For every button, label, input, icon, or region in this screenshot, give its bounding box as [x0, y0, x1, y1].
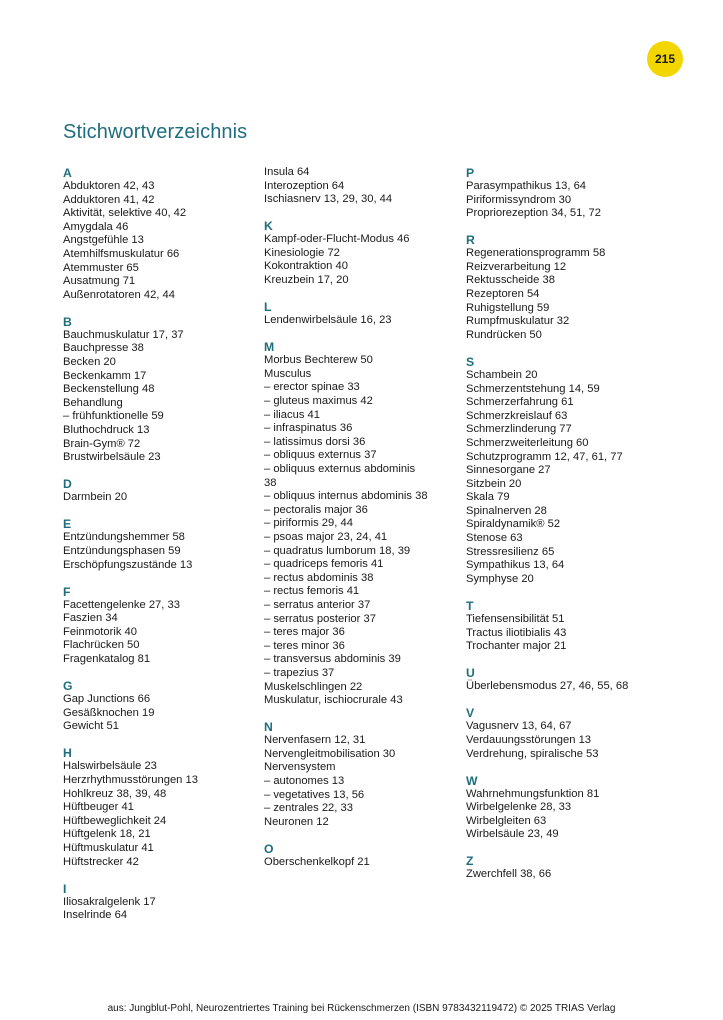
index-entry: Faszien 34: [63, 612, 118, 625]
index-entry: Hüftmuskulatur 41: [63, 841, 154, 854]
index-entry: Schmerzweiterleitung 60: [466, 436, 589, 449]
section-letter: N: [264, 720, 273, 735]
index-entry: Morbus Bechterew 50: [264, 354, 373, 367]
index-entry: Reizverarbeitung 12: [466, 260, 567, 273]
index-entry: Bluthochdruck 13: [63, 424, 150, 436]
index-entry: Entzündungsphasen 59: [63, 544, 181, 557]
section-letter: F: [63, 584, 71, 599]
index-entry: Piriformissyndrom 30: [466, 193, 572, 206]
index-entry: Darmbein 20: [63, 491, 128, 504]
index-entry: – transversus abdominis 39: [264, 653, 401, 666]
index-entry: – frühfunktionelle 59: [63, 410, 164, 423]
index-entry: Amygdala 46: [63, 220, 129, 233]
index-entry: Zwerchfell 38, 66: [466, 868, 552, 881]
index-entry: Ischiasnerv 13, 29, 30, 44: [264, 193, 393, 206]
section-letter: S: [466, 354, 475, 369]
index-entry: Oberschenkelkopf 21: [264, 855, 370, 868]
index-entry: – pectoralis major 36: [264, 503, 368, 516]
index-entry: Beckenkamm 17: [63, 369, 147, 382]
index-entry: 38: [264, 476, 277, 489]
index-entry: Schmerzkreislauf 63: [466, 409, 568, 422]
index-entry: Nervensystem: [264, 761, 336, 774]
index-entry: Bauchmuskulatur 17, 37: [63, 328, 184, 341]
index-entry: – obliquus externus 37: [264, 449, 377, 462]
index-section: [264, 340, 464, 707]
index-entry: Becken 20: [63, 356, 116, 369]
section-letter: I: [63, 881, 67, 896]
page-title: Stichwortverzeichnis: [63, 121, 248, 143]
index-entry: Fragenkatalog 81: [63, 653, 151, 666]
index-section: [264, 219, 464, 287]
index-entry: – quadriceps femoris 41: [264, 558, 384, 571]
section-letter: D: [63, 477, 72, 492]
index-entry: Hüftstrecker 42: [63, 855, 139, 868]
index-section: [466, 774, 676, 842]
index-entry: Interozeption 64: [264, 179, 345, 192]
index-section: [63, 585, 263, 667]
index-entry: Adduktoren 41, 42: [63, 193, 155, 206]
index-entry: – iliacus 41: [264, 408, 320, 421]
index-entry: Schmerzentstehung 14, 59: [466, 382, 600, 395]
index-entry: Spiraldynamik® 52: [466, 518, 561, 531]
index-entry: Hüftbeuger 41: [63, 801, 134, 814]
index-entry: – erector spinae 33: [264, 381, 360, 394]
index-section: [466, 166, 676, 221]
index-entry: Schambein 20: [466, 368, 538, 381]
index-entry: Brustwirbelsäule 23: [63, 451, 161, 464]
index-entry: – serratus anterior 37: [264, 598, 371, 611]
index-entry: Parasympathikus 13, 64: [466, 180, 587, 192]
section-letter: W: [466, 773, 478, 788]
section-letter: P: [466, 166, 475, 180]
page-number: 215: [654, 52, 676, 66]
index-entry: Ausatmung 71: [63, 275, 136, 288]
index-column-3: [466, 166, 676, 895]
index-entry: Muskulatur, ischiocrurale 43: [264, 694, 403, 707]
index-entry: Hüftbeweglichkeit 24: [63, 814, 167, 827]
index-entry: Atemmuster 65: [63, 261, 139, 274]
index-section: [63, 679, 263, 734]
index-entry: – rectus abdominis 38: [264, 571, 374, 584]
index-entry: Wirbelgelenke 28, 33: [466, 801, 572, 814]
index-entry: – piriformis 29, 44: [264, 517, 353, 530]
section-letter: O: [264, 841, 274, 856]
index-section: [466, 666, 676, 694]
index-entry: Gesäßknochen 19: [63, 706, 155, 719]
index-entry: Angstgefühle 13: [63, 234, 144, 247]
index-section: [264, 300, 464, 328]
index-entry: Halswirbelsäule 23: [63, 760, 157, 773]
index-section: [466, 599, 676, 654]
index-entry: Schmerzerfahrung 61: [466, 396, 574, 409]
index-section: [63, 517, 263, 572]
index-entry: Insula 64: [264, 166, 310, 178]
index-entry: Atemhilfsmuskulatur 66: [63, 247, 180, 260]
index-entry: Außenrotatoren 42, 44: [63, 288, 175, 301]
index-entry: Feinmotorik 40: [63, 625, 137, 638]
index-entry: – teres minor 36: [264, 639, 345, 652]
index-entry: Rundrücken 50: [466, 328, 542, 341]
index-section: [466, 233, 676, 342]
section-letter: M: [264, 340, 275, 355]
index-entry: – infraspinatus 36: [264, 422, 353, 435]
index-entry: Abduktoren 42, 43: [63, 180, 155, 192]
index-entry: – teres major 36: [264, 626, 345, 639]
index-entry: – rectus femoris 41: [264, 585, 360, 598]
index-entry: Bauchpresse 38: [63, 342, 144, 355]
index-entry: Musculus: [264, 367, 312, 380]
index-entry: Gap Junctions 66: [63, 693, 151, 706]
index-entry: Tractus iliotibialis 43: [466, 626, 567, 639]
index-entry: Beckenstellung 48: [63, 383, 155, 396]
index-entry: Rezeptoren 54: [466, 288, 540, 301]
index-entry: Trochanter major 21: [466, 640, 567, 653]
index-entry: Regenerationsprogramm 58: [466, 247, 606, 260]
index-entry: Verdrehung, spiralische 53: [466, 747, 599, 760]
index-entry: – zentrales 22, 33: [264, 802, 353, 815]
index-entry: Wirbelgleiten 63: [466, 814, 547, 827]
index-entry: – quadratus lumborum 18, 39: [264, 544, 411, 557]
index-entry: Rumpfmuskulatur 32: [466, 315, 570, 328]
index-entry: Schmerzlinderung 77: [466, 423, 572, 436]
index-entry: Muskelschlingen 22: [264, 680, 363, 693]
index-section: [63, 882, 263, 923]
section-letter: L: [264, 300, 272, 315]
index-section: [466, 706, 676, 761]
section-letter: G: [63, 679, 73, 694]
index-entry: Flachrücken 50: [63, 639, 140, 652]
index-entry: – obliquus externus abdominis: [264, 463, 416, 475]
index-column-2: [264, 166, 464, 882]
index-entry: Lendenwirbelsäule 16, 23: [264, 314, 392, 327]
index-section: [63, 166, 263, 302]
footer-citation: aus: Jungblut-Pohl, Neurozentriertes Training bei Rückenschmerzen (ISBN 9783432119472) © 2025 TRIAS Verlag: [107, 1003, 616, 1014]
section-letter: B: [63, 314, 72, 329]
index-entry: Hüftgelenk 18, 21: [63, 828, 151, 841]
section-letter: K: [264, 219, 273, 234]
index-entry: Gewicht 51: [63, 720, 119, 733]
index-entry: Stressresilienz 65: [466, 545, 555, 558]
index-entry: – psoas major 23, 24, 41: [264, 530, 388, 543]
index-entry: Verdauungsstörungen 13: [466, 733, 592, 746]
index-entry: Schutzprogramm 12, 47, 61, 77: [466, 450, 623, 463]
index-section: [264, 842, 464, 870]
index-entry: – gluteus maximus 42: [264, 395, 373, 408]
index-entry: – trapezius 37: [264, 666, 335, 679]
index-entry: Entzündungshemmer 58: [63, 531, 185, 544]
index-entry: Vagusnerv 13, 64, 67: [466, 720, 572, 733]
index-entry: Wirbelsäule 23, 49: [466, 828, 559, 841]
index-entry: Kampf-oder-Flucht-Modus 46: [264, 233, 410, 246]
index-entry: Herzrhythmusstörungen 13: [63, 774, 198, 786]
index-entry: Tiefensensibilität 51: [466, 612, 565, 625]
section-letter: U: [466, 666, 475, 681]
index-section: [63, 477, 263, 505]
index-entry: Überlebensmodus 27, 46, 55, 68: [466, 680, 629, 693]
index-entry: Wahrnehmungsfunktion 81: [466, 787, 600, 800]
index-entry: Brain-Gym® 72: [63, 437, 141, 450]
section-letter: T: [466, 598, 474, 613]
page-number-badge: [647, 41, 683, 77]
index-entry: Inselrinde 64: [63, 909, 128, 922]
index-section: [63, 315, 263, 465]
index-entry: Nervengleitmobilisation 30: [264, 747, 396, 760]
index-entry: – obliquus internus abdominis 38: [264, 490, 428, 503]
index-section: [264, 720, 464, 829]
index-entry: Sitzbein 20: [466, 477, 522, 490]
section-letter: E: [63, 517, 72, 532]
index-entry: Kinesiologie 72: [264, 246, 340, 259]
index-entry: Nervenfasern 12, 31: [264, 734, 366, 747]
index-entry: Aktivität, selektive 40, 42: [63, 207, 187, 220]
index-section: [63, 746, 263, 869]
index-entry: Propriorezeption 34, 51, 72: [466, 207, 601, 220]
index-entry: Neuronen 12: [264, 815, 329, 828]
section-letter: H: [63, 746, 72, 761]
section-letter: Z: [466, 854, 474, 869]
index-entry: Kreuzbein 17, 20: [264, 274, 349, 287]
index-section: [264, 166, 464, 207]
index-entry: Behandlung: [63, 396, 123, 409]
index-entry: Ruhigstellung 59: [466, 301, 550, 314]
section-letter: V: [466, 706, 475, 721]
index-entry: – vegetatives 13, 56: [264, 788, 365, 801]
index-entry: Erschöpfungszustände 13: [63, 558, 193, 571]
index-entry: Kokontraktion 40: [264, 260, 348, 273]
index-entry: Sinnesorgane 27: [466, 464, 551, 477]
index-entry: Hohlkreuz 38, 39, 48: [63, 787, 167, 800]
index-entry: Facettengelenke 27, 33: [63, 598, 180, 611]
index-entry: – latissimus dorsi 36: [264, 435, 366, 448]
index-entry: Skala 79: [466, 491, 510, 504]
index-entry: Stenose 63: [466, 532, 523, 545]
section-letter: R: [466, 233, 475, 248]
index-entry: – serratus posterior 37: [264, 612, 376, 625]
index-column-1: [63, 166, 263, 935]
index-entry: Symphyse 20: [466, 572, 534, 585]
index-entry: Spinalnerven 28: [466, 504, 547, 517]
index-section: [466, 854, 676, 882]
index-entry: – autonomes 13: [264, 774, 345, 787]
index-entry: Rektusscheide 38: [466, 274, 555, 287]
index-entry: Iliosakralgelenk 17: [63, 895, 156, 908]
index-section: [466, 355, 676, 587]
index-entry: Sympathikus 13, 64: [466, 559, 565, 572]
section-letter: A: [63, 166, 72, 180]
